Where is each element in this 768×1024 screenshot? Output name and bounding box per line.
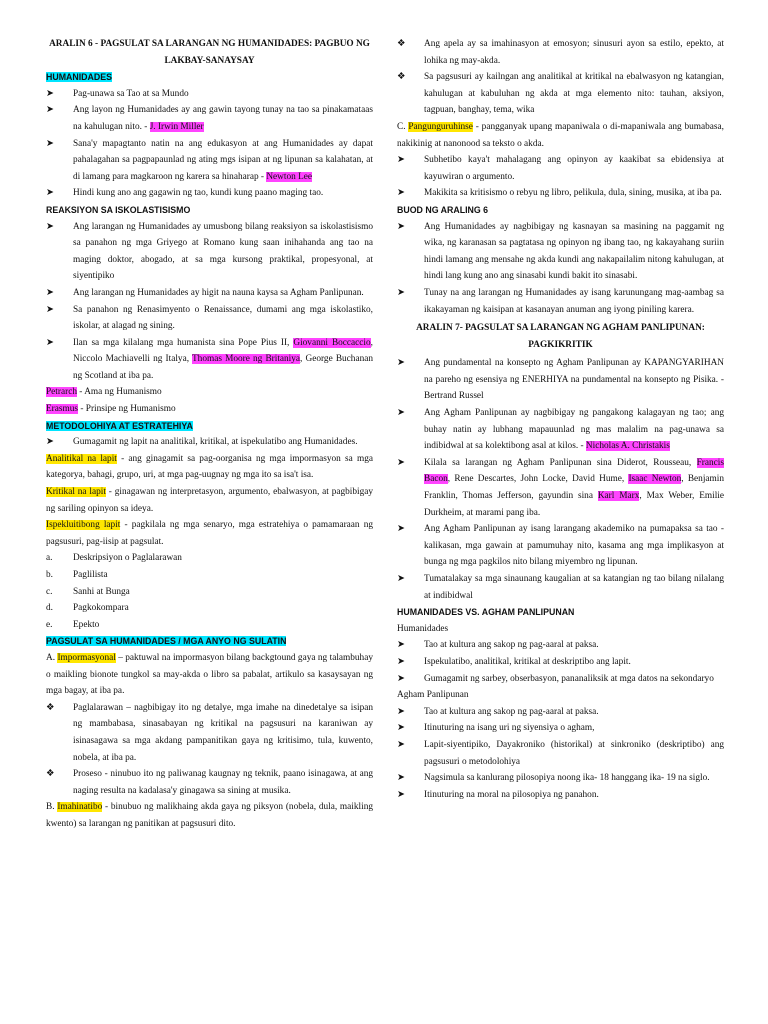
term-highlight: Kritikal na lapit [46,487,106,498]
bullet-text: Ang Agham Panlipunan ay isang larangang akademiko na pumapaksa sa tao - kalikasan, mga gawain at pamumuhay nito, kasama ang mga implikasyon at bunga ng mga pagkilos nito bilang miyembro ng lipunan. [424,524,724,568]
line-text: - Prinsipe ng Humanismo [78,404,176,415]
term-highlight: Ispekluitibong lapit [46,520,121,531]
quote-author: J. Irwin Miller [149,121,204,132]
bullet-item [46,302,373,335]
paragraph-text: – paktuwal na impormasyon bilang backgtound gaya ng talambuhay o maikling bionote tungkol sa may-akda o libro sa pabalat, artikulo sa kasaysayan ng mga bagay, at iba pa. [46,652,373,697]
analitikal-paragraph [46,451,373,484]
metodolohiya-heading: METODOLOHIYA AT ESTRATEHIYA [46,420,193,431]
bullet-item [46,136,373,186]
humanidades-label: Humanidades [397,623,449,634]
bullet-item [397,704,724,721]
arrow-bullet-icon: ➤ [397,739,405,750]
bullet-item [397,405,724,455]
list-text: Epekto [73,619,100,630]
bullet-text: Kilala sa larangan ng Agham Panlipunan sina Diderot, Rousseau, [424,457,697,468]
bullet-item [397,787,724,804]
bullet-text: Hindi kung ano ang gagawin ng tao, kundi kung paano maging tao. [73,188,324,199]
bullet-item [397,185,724,202]
agham-panlipunan-label: Agham Panlipunan [397,690,469,701]
list-text: Pagkokompara [73,603,129,614]
arrow-bullet-icon: ➤ [397,358,405,369]
bullet-item [46,219,373,285]
bullet-item [397,571,724,604]
item-prefix: A. [46,652,58,663]
humanist-name: Petrarch [46,387,77,398]
right-column [397,36,724,803]
bullet-item [397,637,724,654]
imahinatibo-paragraph [46,799,373,832]
bullet-text: Pag-unawa sa Tao at sa Mundo [73,88,189,99]
bullet-text: Subhetibo kaya't mahalagang ang opinyon ay kaakibat sa ebidensiya at kayuwiran o argumento. [424,155,724,182]
bullet-item [397,69,724,119]
bullet-text: , George Buchanan ng Scotland at iba pa. [73,354,374,381]
list-marker: d. [46,603,53,614]
arrow-bullet-icon: ➤ [46,105,54,116]
arrow-bullet-icon: ➤ [397,524,405,535]
erasmus-line [46,401,373,418]
arrow-bullet-icon: ➤ [397,723,405,734]
section-pagsulat [46,633,373,650]
bullet-text: Paglalarawan – nagbibigay ito ng detalye, mga imahe na dinedetalye sa isipan ng mambabasa, sinasabayan ng kritikal na pagsusuri na karaniwan ay isinasagawa sa mga akdang pampanitikan gaya ng kritisimo, tula, kuwento, nobela, at iba pa. [73,702,373,763]
impormasyonal-paragraph [46,650,373,700]
pagsulat-heading: PAGSULAT SA HUMANIDADES / MGA ANYO NG SULATIN [46,636,287,647]
bullet-item [397,654,724,671]
term-highlight: Pangunguruhinse [408,121,473,132]
scholar-name: Karl Marx [597,491,640,502]
arrow-bullet-icon: ➤ [397,640,405,651]
bullet-text: Makikita sa kritisismo o rebyu ng libro, pelikula, dula, sining, musika, at iba pa. [424,188,722,199]
diamond-bullet-icon: ❖ [46,769,55,780]
ispekulatibo-paragraph [46,517,373,550]
left-column [46,36,373,833]
item-prefix: B. [46,802,58,813]
list-item [46,584,373,601]
bullet-text: Ang pundamental na konsepto ng Agham Panlipunan ay KAPANGYARIHAN na pareho ng esensiya ng ENERHIYA na pundamental na konsepto ng Pisika. - Bertrand Russel [424,358,724,402]
arrow-bullet-icon: ➤ [46,437,54,448]
arrow-bullet-icon: ➤ [397,773,405,784]
bullet-text: Gumagamit ng sarbey, obserbasyon, pananaliksik at mga datos na sekondaryo [424,673,714,684]
arrow-bullet-icon: ➤ [397,574,405,584]
bullet-text: Lapit-siyentipiko, Dayakroniko (historikal) at sinkroniko (deskriptibo) ang pagsusuri o metodolohiya [424,739,724,767]
list-item [46,600,373,617]
list-marker: e. [46,619,53,630]
lesson7-title: ARALIN 7- PAGSULAT SA LARANGAN NG AGHAM PANLIPUNAN: PAGKIKRITIK [416,323,705,350]
arrow-bullet-icon: ➤ [397,789,405,800]
paragraph-text: - pangganyak upang mapaniwala o di-mapaniwala ang bumabasa, nakikinig at nanonood sa teksto o akda. [397,121,724,149]
bullet-item [46,434,373,451]
bullet-item [397,285,724,318]
bullet-text: Sa panahon ng Renasimyento o Renaissance, dumami ang mga iskolastiko, iskolar, at alagad ng sining. [73,304,373,332]
vs-heading: HUMANIDADES VS. AGHAM PANLIPUNAN [397,607,575,618]
list-text: Paglilista [73,570,108,580]
list-text: Sanhi at Bunga [73,586,130,597]
section-metodolohiya [46,418,373,435]
bullet-item [397,770,724,787]
bullet-item [46,700,373,766]
bullet-text: , Max Weber, Emilie Durkheim, at marami pang iba. [424,491,725,518]
arrow-bullet-icon: ➤ [397,221,405,232]
list-marker: a. [46,553,53,564]
petrarch-line [46,384,373,401]
bullet-text: Tao at kultura ang sakop ng pag-aaral at paksa. [424,640,599,651]
lesson6-title: ARALIN 6 - PAGSULAT SA LARANGAN NG HUMANIDADES: PAGBUO NG LAKBAY-SANAYSAY [49,39,370,66]
paragraph-text: - binubuo ng malikhaing akda gaya ng piksyon (nobela, dula, maikling kwento) sa larangan ng panitikan at pagsusuri dito. [46,802,373,829]
arrow-bullet-icon: ➤ [397,457,405,468]
bullet-item [397,720,724,737]
arrow-bullet-icon: ➤ [46,188,54,199]
arrow-bullet-icon: ➤ [46,304,54,315]
humanidades-heading: HUMANIDADES [46,72,112,83]
bullet-item [397,521,724,571]
quote-author: Nicholas A. Christakis [585,441,670,452]
section-humanidades [46,69,373,86]
reaksiyon-heading: REAKSIYON SA ISKOLASTISISMO [46,204,191,215]
bullet-item [46,285,373,302]
diamond-bullet-icon: ❖ [397,72,406,83]
term-highlight: Impormasyonal [57,652,116,663]
paragraph-text: - ang ginagamit sa pag-oorganisa ng mga impormasyon sa mga kategorya, bahagi, grupo, uri, at mga pag-uugnay ng mga ito sa isa't isa. [46,453,373,481]
bullet-text: Ang Humanidades ay nagbibigay ng kasnayan sa masining na paggamit ng wika, ng karanasan sa pagtatasa ng opinyon ng ibang tao, ng kakayahang suriin hindi lamang ang mensahe ng akda kundi ang nakapailalim nitong kahulugan, at hindi lang kung ano ang sinasabi kundi bakit ito sinasabi. [424,221,724,282]
bullet-item [46,185,373,202]
bullet-text: Ang larangan ng Humanidades ay umusbong bilang reaksiyon sa iskolastisismo sa panahon ng mga Griyego at Romano kung saan inihahanda ang tao na maging doktor, abogado, at sa mga kursong praktikal, propesyonal, at siyentipiko [73,221,373,282]
bullet-text: Tunay na ang larangan ng Humanidades ay isang karunungang mag-aambag sa ikakayaman ng kaisipan at kasanayan anuman ang iyong piniling karera. [424,287,724,315]
list-item [46,567,373,584]
term-highlight: Analitikal na lapit [46,453,117,464]
bullet-text: , Benjamin Franklin, Thomas Jefferson, gayundin sina [424,474,724,502]
scholar-name: Francis Bacon [424,457,724,485]
bullet-text: Ang apela ay sa imahinasyon at emosyon; sinusuri ayon sa estilo, epekto, at lohika ng may-akda. [424,39,724,66]
arrow-bullet-icon: ➤ [46,337,54,348]
bullet-text: Ispekulatibo, analitikal, kritikal at deskriptibo ang lapit. [424,656,631,667]
arrow-bullet-icon: ➤ [397,155,405,166]
bullet-text: , Niccolo Machiavelli ng Italya, [73,337,373,365]
paragraph-text: - ginagawan ng interpretasyon, argumento, ebalwasyon, at pagbibigay ng sariling opinyon sa ideya. [46,487,374,514]
bullet-text: Gumagamit ng lapit na analitikal, kritikal, at ispekulatibo ang Humanidades. [73,437,358,448]
paragraph-text: - pagkilala ng mga senaryo, mga estratehiya o pamamaraan ng pagsusuri, pag-iisip at pagsulat. [46,520,373,547]
bullet-text: Ilan sa mga kilalang mga humanista sina Pope Pius II, [73,337,294,348]
bullet-item [397,36,724,69]
list-item [46,617,373,634]
arrow-bullet-icon: ➤ [46,287,54,298]
bullet-text: Ang layon ng Humanidades ay ang gawin tayong tunay na tao sa pinakamataas na kahulugan nito. - [73,105,373,132]
buod-heading: BUOD NG ARALING 6 [397,204,489,215]
diamond-bullet-icon: ❖ [397,39,406,49]
arrow-bullet-icon: ➤ [46,138,54,149]
bullet-text: Ang larangan ng Humanidades ay higit na nauna kaysa sa Agham Panlipunan. [73,287,364,298]
bullet-item [46,86,373,103]
panghihikayat-paragraph [397,119,724,152]
arrow-bullet-icon: ➤ [397,287,405,298]
bullet-item [46,102,373,135]
arrow-bullet-icon: ➤ [46,88,54,99]
bullet-item [46,335,373,385]
bullet-text: , Rene Descartes, John Locke, David Hume, [447,474,629,485]
bullet-item [46,766,373,799]
arrow-bullet-icon: ➤ [397,188,405,199]
bullet-text: Proseso - ninubuo ito ng paliwanag kaugnay ng teknik, paano isinagawa, at ang naging resulta na kadalasa'y ginagawa sa sining at musika. [73,769,373,796]
list-text: Deskripsiyon o Paglalarawan [73,553,182,564]
arrow-bullet-icon: ➤ [397,706,405,717]
line-text: - Ama ng Humanismo [76,387,162,398]
bullet-text: Ang Agham Panlipunan ay nagbibigay ng pangakong kalagayan ng tao; ang buhay natin ay lubhang mapauunlad ng mas malalim na pag-unawa sa indibidwal at sa kolektibong asal at kilos. - [424,408,724,452]
arrow-bullet-icon: ➤ [397,408,405,419]
bullet-text: Tao at kultura ang sakop ng pag-aaral at paksa. [424,706,599,717]
humanist-name: Thomas Moore ng Britaniya [192,354,301,365]
term-highlight: Imahinatibo [57,802,103,813]
bullet-item [397,355,724,405]
diamond-bullet-icon: ❖ [46,702,55,713]
bullet-item [397,219,724,285]
bullet-text: Tumatalakay sa mga sinaunang kaugalian at sa katangian ng tao bilang nilalang at indibidwal [424,574,724,601]
bullet-text: Itinuturing na moral na pilosopiya ng panahon. [424,789,599,800]
bullet-item [397,152,724,185]
bullet-item [397,737,724,770]
scholar-name: Isaac Newton [628,474,682,485]
bullet-text: Nagsimula sa kanlurang pilosopiya noong ika- 18 hanggang ika- 19 na siglo. [424,773,710,784]
bullet-item [397,455,724,521]
kritikal-paragraph [46,484,373,517]
arrow-bullet-icon: ➤ [397,673,405,684]
list-marker: c. [46,586,53,597]
list-marker: b. [46,570,53,580]
arrow-bullet-icon: ➤ [46,221,54,232]
quote-author: Newton Lee [266,171,313,182]
list-item [46,550,373,567]
bullet-text: Sa pagsusuri ay kailngan ang analitikal at kritikal na ebalwasyon ng katangian, kahulugan at kabuluhan ng akda at mga elemento nito: tauhan, aksiyon, tagpuan, banghay, tema, wika [424,72,724,116]
arrow-bullet-icon: ➤ [397,656,405,667]
bullet-text: Itinuturing na isang uri ng siyensiya o agham, [424,723,595,734]
humanist-name: Erasmus [46,404,79,415]
bullet-text: Sana'y mapagtanto natin na ang edukasyon at ang Humanidades ay dapat pahalagahan sa pagpapaunlad ng ating mgs isipan at ng lipunan sa kalahatan, at di lamang para magkaroon ng karera sa hinaharap - [73,138,373,182]
humanist-name: Giovanni Boccaccio [293,337,371,348]
bullet-item [397,671,724,688]
item-prefix: C. [397,121,409,132]
